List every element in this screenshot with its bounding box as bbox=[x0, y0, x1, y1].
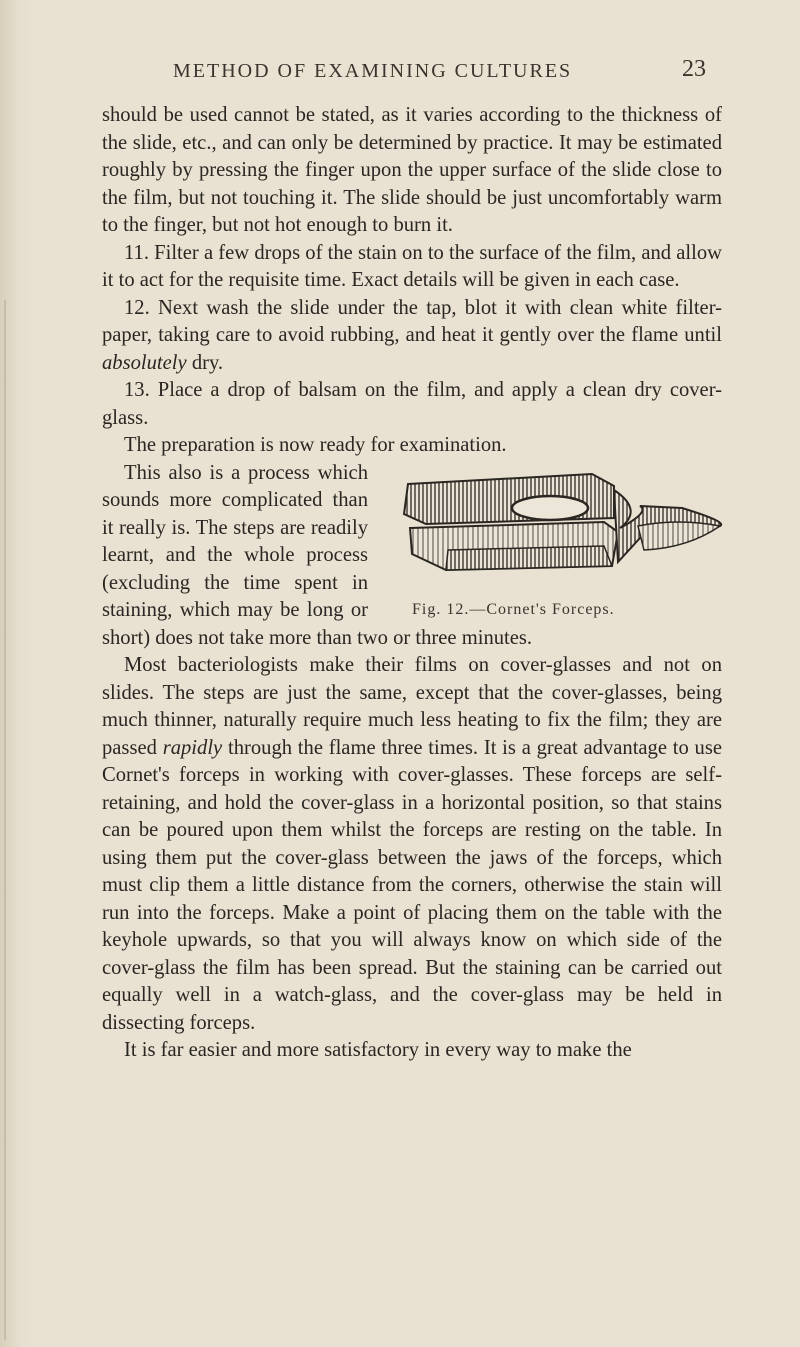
paragraph-cover-glasses: Most bacteriologists make their films on cover-glasses and not on slides. The steps are just the same, except that the cover-glasses, being much thinner, naturally require much less heating to fix the film; they are passed rapidly through the flame three times. It is a great advantage to use Cornet's forceps in working with cover-glasses. These forceps are self-retaining, and hold the cover-glass in a horizontal position, so that stains can be poured upon them whilst the forceps are resting on the table. In using them put the cover-glass between the jaws of the forceps, which must clip them a little distance from the corners, otherwise the stain will run into the forceps. Make a point of placing them on the table with the keyhole upwards, so that you will always know on which side of the cover-glass the film has been spread. But the staining can be carried out equally well in a watch-glass, and the cover-glass may be held in dissecting forceps. bbox=[102, 654, 723, 1034]
paragraph-final: It is far easier and more satisfactory in every way to make the bbox=[124, 1039, 632, 1061]
paragraph-step-13: 13. Place a drop of balsam on the film, and apply a clean dry cover-glass. bbox=[102, 379, 722, 429]
paragraph-1: should be used cannot be stated, as it varies according to the thickness of the slide, etc., and can only be determined by practice. It may be estimated roughly by pressing the finger upon the upper surface of the slide close to the film, but not touching it. The slide should be just uncomfortably warm to the finger, but not hot enough to burn it. bbox=[102, 104, 722, 236]
figure-caption: Fig. 12.—Cornet's Forceps. bbox=[412, 600, 615, 618]
page-body bbox=[102, 102, 722, 1065]
page-gutter-shadow bbox=[0, 0, 34, 1347]
running-title: METHOD OF EXAMINING CULTURES bbox=[173, 60, 573, 82]
emphasis-absolutely: absolutely bbox=[102, 351, 187, 374]
forceps-illustration-icon bbox=[382, 466, 728, 594]
paragraph-ready: The preparation is now ready for examination. bbox=[124, 434, 507, 456]
emphasis-rapidly: rapidly bbox=[162, 736, 223, 759]
paragraph-step-12: 12. Next wash the slide under the tap, blot it with clean white filter-paper, taking care to avoid rubbing, and heat it gently over the flame until absolutely dry. bbox=[102, 296, 722, 374]
figure-cornets-forceps bbox=[378, 460, 736, 624]
running-header bbox=[0, 56, 800, 88]
paragraph-step-11: 11. Filter a few drops of the stain on to the surface of the film, and allow it to act for the requisite time. Exact details will be given in each case. bbox=[102, 241, 722, 291]
paragraph-process: This also is a process which sounds more complicated than it really is. The steps are readily learnt, and the whole process (excluding the time spent in staining, which may be long or short) does not take more than two or three minutes. bbox=[102, 461, 533, 649]
page-number: 23 bbox=[682, 56, 706, 82]
